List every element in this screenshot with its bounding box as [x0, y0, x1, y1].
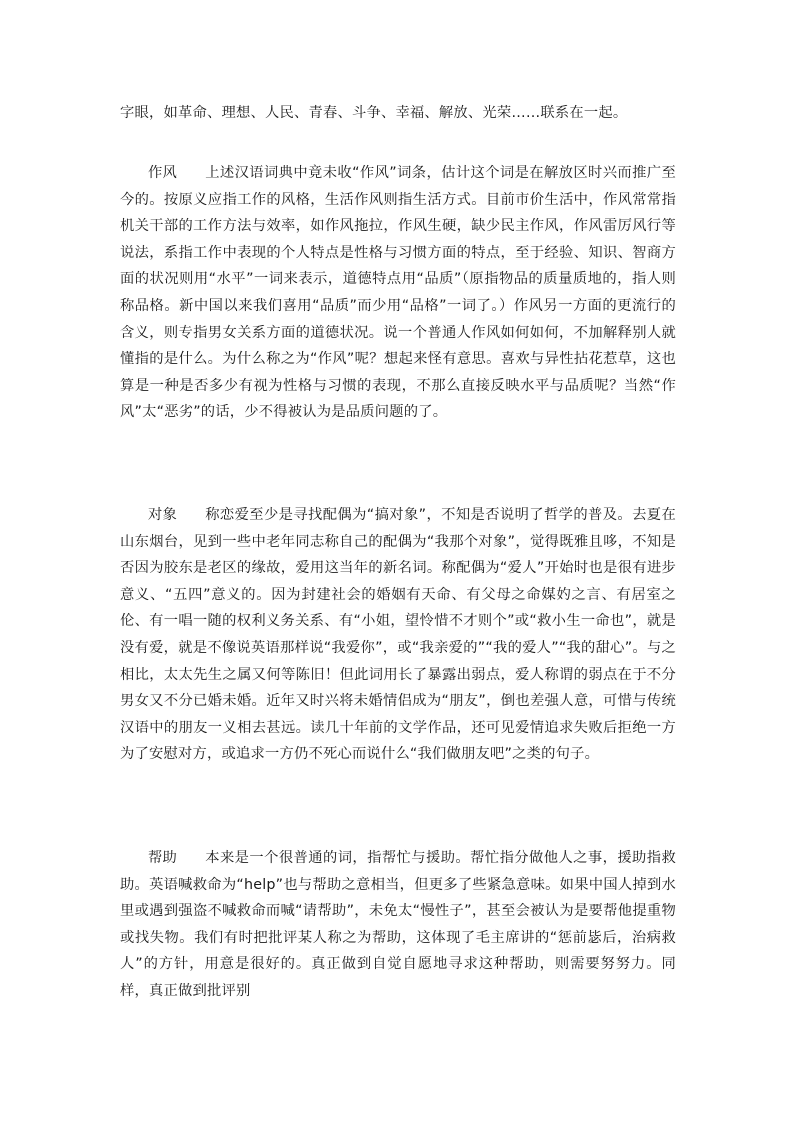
paragraph-zuofeng [120, 160, 676, 426]
paragraph-text: 字眼，如革命、理想、人民、青春、斗争、幸福、解放、光荣……联系在一起。 [120, 105, 628, 121]
paragraph-continuation [120, 100, 676, 127]
paragraph-duixiang [120, 502, 676, 768]
term-heading: 对象 [148, 507, 177, 523]
term-heading: 帮助 [148, 850, 177, 866]
paragraph-bangzhu [120, 845, 676, 1005]
paragraph-text: 本来是一个很普通的词，指帮忙与援助。帮忙指分做他人之事，援助指救助。英语喊救命为“help”也与帮助之意相当，但更多了些紧急意味。如果中国人掉到水里或遇到强盗不喊救命而喊“请帮助”，未免太“慢性子”，甚至会被认为是要帮他提重物或找失物。我们有时把批评某人称之为帮助，这体现了毛主席讲的“惩前毖后，治病救人”的方针，用意是很好的。真正做到自觉自愿地寻求这种帮助，则需要努努力。同样，真正做到批评别 [120, 850, 676, 999]
paragraph-text: 称恋爱至少是寻找配偶为“搞对象”，不知是否说明了哲学的普及。去夏在山东烟台，见到一些中老年同志称自己的配偶为“我那个对象”，觉得既雅且哆，不知是否因为胶东是老区的缘故，爱用这当年的新名词。称配偶为“爱人”开始时也是很有进步意义、“五四”意义的。因为封建社会的婚姻有天命、有父母之命媒妁之言、有居室之伦、有一唱一随的权利义务关系、有“小姐，望怜惜不才则个”或“救小生一命也”，就是没有爱，就是不像说英语那样说“我爱你”，或“我亲爱的”“我的爱人”“我的甜心”。与之相比，太太先生之属又何等陈旧！但此词用长了暴露出弱点，爱人称谓的弱点在于不分男女又不分已婚未婚。近年又时兴将未婚情侣成为“朋友”，倒也差强人意，可惜与传统汉语中的朋友一义相去甚远。读几十年前的文学作品，还可见爱情追求失败后拒绝一方为了安慰对方，或追求一方仍不死心而说什么“我们做朋友吧”之类的句子。 [120, 507, 676, 763]
term-heading: 作风 [148, 165, 177, 181]
paragraph-text: 上述汉语词典中竟未收“作风”词条，估计这个词是在解放区时兴而推广至今的。按原义应指工作的风格，生活作风则指生活方式。目前市价生活中，作风常常指机关干部的工作方法与效率，如作风拖拉，作风生硬，缺少民主作风，作风雷厉风行等说法，系指工作中表现的个人特点是性格与习惯方面的特点，至于经验、知识、智商方面的状况则用“水平”一词来表示，道德特点用“品质”（原指物品的质量质地的，指人则称品格。新中国以来我们喜用“品质”而少用“品格”一词了。）作风另一方面的更流行的含义，则专指男女关系方面的道德状况。说一个普通人作风如何如何，不加解释别人就懂指的是什么。为什么称之为“作风”呢？想起来怪有意思。喜欢与异性拈花惹草，这也算是一种是否多少有视为性格与习惯的表现，不那么直接反映水平与品质呢？当然“作风”太“恶劣”的话，少不得被认为是品质问题的了。 [120, 165, 676, 421]
